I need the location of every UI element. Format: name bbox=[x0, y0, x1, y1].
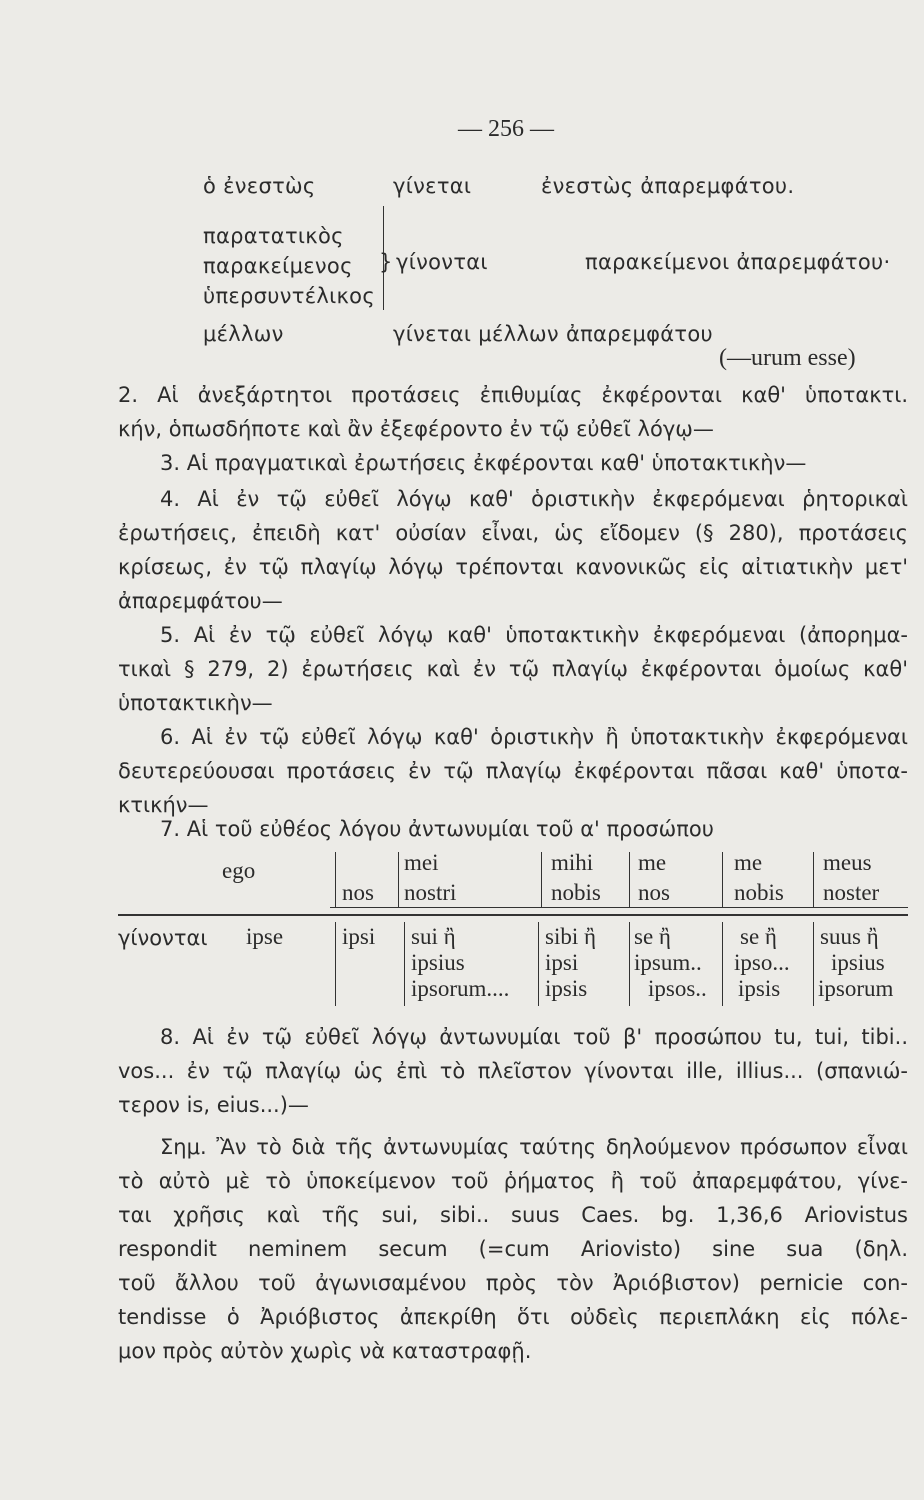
text-line: ὑποτακτικὴν— bbox=[118, 691, 273, 715]
text-line: Σημ. Ἂν τὸ διὰ τῆς ἀντωνυμίας ταύτης δηλούμενον πρόσωπον εἶναι bbox=[160, 1135, 908, 1159]
table-head-cell: mei bbox=[404, 850, 439, 875]
table-head-cell: meus bbox=[823, 850, 872, 875]
text-line: respondit neminem secum (=cum Ariovisto) sine sua (δηλ. bbox=[118, 1237, 908, 1261]
table-column-rule bbox=[813, 922, 814, 1006]
group-brace: } bbox=[379, 250, 393, 274]
table-header-rule bbox=[330, 907, 908, 908]
table-column-rule bbox=[629, 852, 630, 908]
text-line: 3. Αἱ πραγματικαὶ ἐρωτήσεις ἐκφέρονται καθ' ὑποτακτικὴν— bbox=[160, 451, 807, 475]
table-column-rule bbox=[722, 922, 723, 1006]
table-head-cell: nobis bbox=[551, 880, 601, 905]
table-column-rule bbox=[404, 922, 405, 1006]
table-body-rule bbox=[118, 914, 908, 916]
text-line: tendisse ὁ Ἀριόβιστος ἀπεκρίθη ὅτι οὐδεὶς περιεπλάκη εἰς πόλε- bbox=[118, 1305, 908, 1329]
table-row-label: γίνονται bbox=[118, 926, 208, 950]
table-head-cell: nobis bbox=[734, 880, 784, 905]
table-column-rule bbox=[722, 852, 723, 908]
table-body-cell: ipso... bbox=[734, 950, 790, 975]
text-line: δευτερεύουσαι προτάσεις ἐν τῷ πλαγίῳ ἐκφέρονται πᾶσαι καθ' ὑποτα- bbox=[118, 759, 908, 783]
table-column-rule bbox=[541, 852, 542, 908]
table-head-cell: nos bbox=[342, 880, 374, 905]
text-line: ἀπαρεμφάτου— bbox=[118, 589, 283, 613]
table-head-cell: mihi bbox=[551, 850, 594, 875]
tense-pluperfect: ὑπερσυντέλικος bbox=[203, 284, 375, 308]
table-body-cell: ipsis bbox=[738, 976, 781, 1001]
group-becomes: γίνονται bbox=[396, 250, 488, 274]
text-line: τερον is, eius...)— bbox=[118, 1093, 309, 1117]
urum-esse-note: (—urum esse) bbox=[719, 345, 856, 371]
text-line: τὸ αὐτὸ μὲ τὸ ὑποκείμενον τοῦ ῥήματος ἢ τοῦ ἀπαρεμφάτου, γίνε- bbox=[118, 1169, 908, 1193]
table-body-cell: ipsi bbox=[342, 924, 376, 949]
tense-present: ὁ ἐνεστὼς bbox=[203, 174, 316, 198]
text-line: 4. Αἱ ἐν τῷ εὐθεῖ λόγῳ καθ' ὁριστικὴν ἐκφερόμεναι ῥητορικαὶ bbox=[160, 487, 908, 511]
text-line: 7. Αἱ τοῦ εὐθέος λόγου ἀντωνυμίαι τοῦ α' προσώπου bbox=[160, 817, 714, 841]
text-line: κήν, ὁπωσδήποτε καὶ ἂν ἐξεφέροντο ἐν τῷ εὐθεῖ λόγῳ— bbox=[118, 417, 714, 441]
table-column-rule bbox=[335, 922, 336, 1006]
table-body-cell: ipse bbox=[246, 924, 284, 949]
text-line: τοῦ ἄλλου τοῦ ἀγωνισαμένου πρὸς τὸν Ἀριόβιστον) pernicie con- bbox=[118, 1271, 908, 1295]
table-body-cell: ipsius bbox=[831, 950, 885, 975]
table-column-rule bbox=[813, 852, 814, 908]
table-body-cell: ipsorum bbox=[818, 976, 894, 1001]
table-body-cell: suus ἢ bbox=[820, 924, 879, 949]
table-body-cell: se ἢ bbox=[634, 924, 671, 949]
text-line: 8. Αἱ ἐν τῷ εὐθεῖ λόγῳ ἀντωνυμίαι τοῦ β' προσώπου tu, tui, tibi.. bbox=[160, 1025, 908, 1049]
text-line: κρίσεως, ἐν τῷ πλαγίῳ λόγῳ τρέπονται κανονικῶς εἰς αἰτιατικὴν μετ' bbox=[118, 555, 908, 579]
table-body-cell: ipsum.. bbox=[634, 950, 702, 975]
table-body-cell: sui ἢ bbox=[411, 924, 456, 949]
tense-present-result: ἐνεστὼς ἀπαρεμφάτου. bbox=[541, 174, 795, 198]
text-line: 2. Αἱ ἀνεξάρτητοι προτάσεις ἐπιθυμίας ἐκφέρονται καθ' ὑποτακτι. bbox=[118, 383, 908, 407]
text-line: μον πρὸς αὐτὸν χωρὶς νὰ καταστραφῇ. bbox=[118, 1339, 532, 1363]
table-body-cell: ipsorum.... bbox=[411, 976, 510, 1001]
text-line: ἐρωτήσεις, ἐπειδὴ κατ' οὐσίαν εἶναι, ὡς εἴδομεν (§ 280), προτάσεις bbox=[118, 521, 908, 545]
table-body-cell: ipsius bbox=[411, 950, 465, 975]
table-column-rule bbox=[335, 852, 336, 908]
tense-imperfect: παρατατικὸς bbox=[203, 224, 344, 248]
tense-future-result: γίνεται μέλλων ἀπαρεμφάτου bbox=[393, 322, 713, 346]
text-line: κτικήν— bbox=[118, 793, 209, 817]
page-number: — 256 — bbox=[458, 116, 554, 142]
text-line: ται χρῆσις καὶ τῆς sui, sibi.. suus Caes. bg. 1,36,6 Ariovistus bbox=[118, 1203, 908, 1227]
table-body-cell: ipsis bbox=[545, 976, 588, 1001]
table-head-cell: me bbox=[638, 850, 667, 875]
tense-perfect: παρακείμενος bbox=[203, 254, 353, 278]
table-head-cell: ego bbox=[222, 858, 256, 883]
tense-present-becomes: γίνεται bbox=[393, 174, 472, 198]
table-head-cell: nostri bbox=[404, 880, 457, 905]
table-body-cell: ipsi bbox=[545, 950, 579, 975]
text-line: 6. Αἱ ἐν τῷ εὐθεῖ λόγῳ καθ' ὁριστικὴν ἢ ὑποτακτικὴν ἐκφερόμεναι bbox=[160, 725, 908, 749]
text-line: τικαὶ § 279, 2) ἐρωτήσεις καὶ ἐν τῷ πλαγίῳ ἐκφέρονται ὁμοίως καθ' bbox=[118, 657, 908, 681]
table-head-cell: me bbox=[734, 850, 763, 875]
tense-future: μέλλων bbox=[203, 322, 284, 346]
table-body-cell: sibi ἢ bbox=[545, 924, 597, 949]
table-head-cell: noster bbox=[823, 880, 880, 905]
text-line: 5. Αἱ ἐν τῷ εὐθεῖ λόγῳ καθ' ὑποτακτικὴν ἐκφερόμεναι (ἀπορημα- bbox=[160, 623, 908, 647]
text-line: vos... ἐν τῷ πλαγίῳ ὡς ἐπὶ τὸ πλεῖστον γίνονται ille, illius... (σπανιώ- bbox=[118, 1059, 908, 1083]
table-column-rule bbox=[629, 922, 630, 1006]
table-head-cell: nos bbox=[638, 880, 670, 905]
table-body-cell: ipsos.. bbox=[648, 976, 707, 1001]
table-column-rule bbox=[538, 922, 539, 1006]
group-result: παρακείμενοι ἀπαρεμφάτου· bbox=[585, 250, 891, 274]
table-body-cell: se ἢ bbox=[740, 924, 777, 949]
table-column-rule bbox=[398, 852, 399, 908]
